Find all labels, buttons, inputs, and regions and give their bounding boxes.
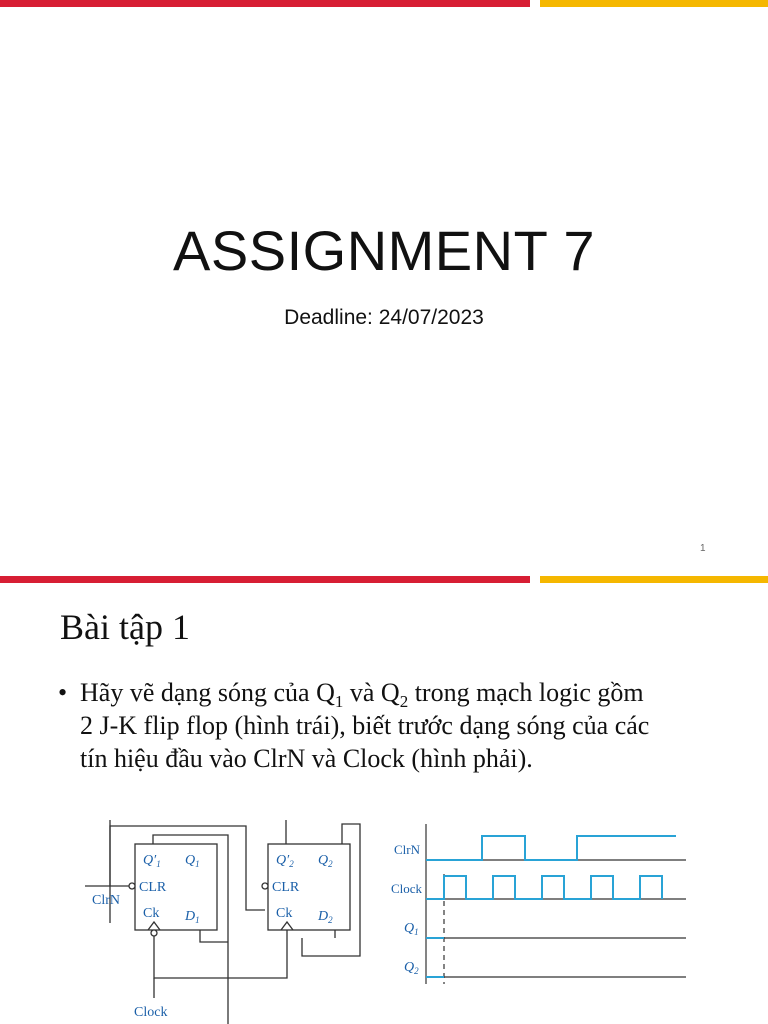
timing-diagram [384,824,688,1024]
wave-clock [426,876,662,899]
timing-clrn-label: ClrN [394,842,420,857]
bullet-line-3: tín hiệu đầu vào ClrN và Clock (hình phải). [80,744,533,773]
top-accent-bar-yellow [540,0,768,7]
exercise-heading: Bài tập 1 [60,607,190,647]
subscript: 1 [334,692,344,712]
clock-triangle-2 [281,922,293,930]
wire-clock [154,930,287,978]
ff1-qbar-label: $Q'_1$ [143,853,161,869]
ff1-q-label: $Q_1$ [185,853,200,869]
slide-title: ASSIGNMENT 7 [173,219,595,282]
ff2-q-label: $Q_2$ [318,853,333,869]
ff1-d-label: $D_1$ [185,909,200,925]
clr-bubble-1 [129,883,135,889]
bullet-line-2: 2 J-K flip flop (hình trái), biết trước dạng sóng của các [80,711,650,740]
bullet-text: và Q [343,678,400,707]
clock-triangle-1 [148,922,160,930]
ck-bubble-1 [151,930,157,936]
ff1-ck-label: Ck [143,906,160,921]
deadline-text: Deadline: 24/07/2023 [284,306,484,329]
ff2-qbar-label: $Q'_2$ [276,853,294,869]
wave-clrn [426,836,676,860]
wire-d1 [200,930,228,942]
slide-2 [0,576,768,1024]
bullet-dot: • [58,678,68,707]
bullet-text: trong mạch logic gồm [408,678,644,707]
ff2-ck-label: Ck [276,906,293,921]
ff2-clr-label: CLR [272,880,300,895]
clock-input-label: Clock [134,1005,168,1020]
ff1-clr-label: CLR [139,880,167,895]
subscript: 2 [399,692,409,712]
bullet-text: Hãy vẽ dạng sóng của Q [80,678,335,707]
top-accent-bar-red [0,576,530,583]
exercise-bullet [58,676,748,775]
circuit-diagram [80,820,380,1024]
page-number: 1 [700,543,706,554]
ff2-d-label: $D_2$ [318,909,333,925]
timing-q2-label: $Q_2$ [404,960,419,976]
top-accent-bar-yellow [540,576,768,583]
timing-q1-label: $Q_1$ [404,921,419,937]
timing-clock-label: Clock [390,881,422,896]
bullet-line-1 [80,676,748,712]
clr-bubble-2 [262,883,268,889]
clrn-input-label: ClrN [92,893,120,908]
top-accent-bar-red [0,0,530,7]
